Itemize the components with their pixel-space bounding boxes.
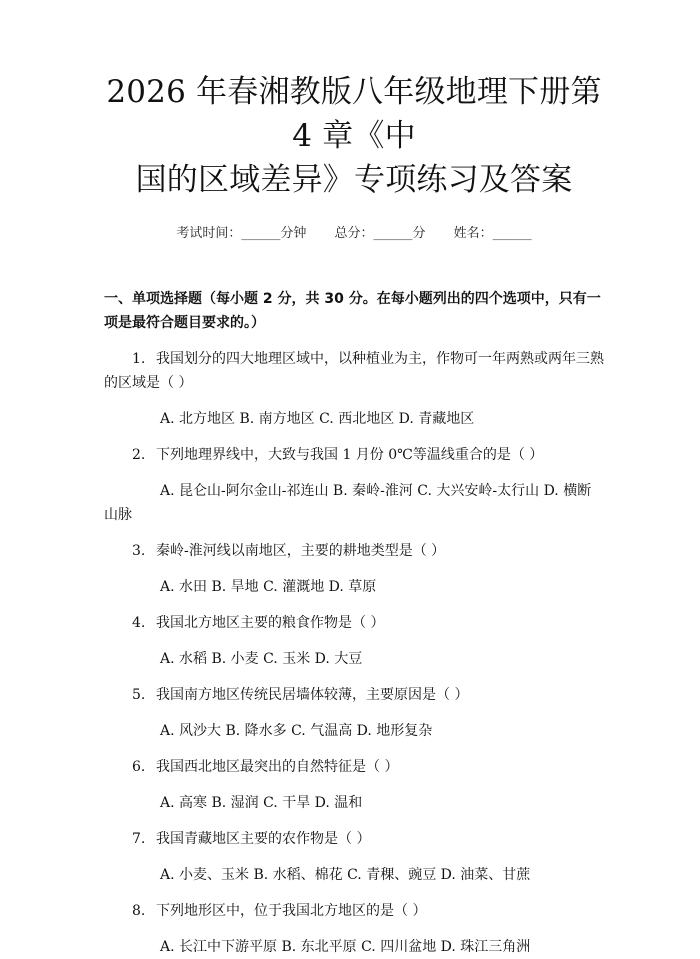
question-text: 我国西北地区最突出的自然特征是（ ） bbox=[156, 759, 399, 775]
question-4-options: A. 水稻 B. 小麦 C. 玉米 D. 大豆 bbox=[160, 651, 363, 667]
question-number: 4. bbox=[132, 615, 146, 631]
exam-meta bbox=[104, 222, 604, 241]
question-number: 6. bbox=[132, 759, 146, 775]
question-8 bbox=[104, 899, 604, 923]
question-list bbox=[104, 347, 604, 959]
question-text: 我国划分的四大地理区域中，以种植业为主，作物可一年两熟或两年三熟的区域是（ ） bbox=[104, 351, 604, 391]
question-number: 3. bbox=[132, 543, 146, 559]
title-line-2: 国的区域差异》专项练习及答案 bbox=[135, 162, 573, 198]
question-number: 5. bbox=[132, 687, 146, 703]
question-text: 我国北方地区主要的粮食作物是（ ） bbox=[156, 615, 385, 631]
question-text: 我国青藏地区主要的农作物是（ ） bbox=[156, 831, 371, 847]
question-3 bbox=[104, 539, 604, 563]
question-number: 8. bbox=[132, 903, 146, 919]
title-line-1: 2026 年春湘教版八年级地理下册第 4 章《中 bbox=[106, 74, 602, 154]
exam-score: 总分：______分 bbox=[334, 226, 426, 241]
question-8-options: A. 长江中下游平原 B. 东北平原 C. 四川盆地 D. 珠江三角洲 bbox=[160, 939, 531, 955]
exam-name: 姓名：______ bbox=[453, 226, 532, 241]
question-6-options: A. 高寒 B. 湿润 C. 干旱 D. 温和 bbox=[160, 795, 363, 811]
question-text: 下列地形区中，位于我国北方地区的是（ ） bbox=[156, 903, 427, 919]
question-5 bbox=[104, 683, 604, 707]
question-2 bbox=[104, 443, 604, 467]
question-3-options: A. 水田 B. 旱地 C. 灌溉地 D. 草原 bbox=[160, 579, 377, 595]
question-1 bbox=[104, 347, 604, 395]
question-6 bbox=[104, 755, 604, 779]
question-2-options: A. 昆仑山-阿尔金山-祁连山 B. 秦岭-淮河 C. 大兴安岭-太行山 D. 横断山脉 bbox=[104, 483, 592, 523]
section-1-title: 一、单项选择题（每小题 2 分，共 30 分。在每小题列出的四个选项中，只有一项是最符合题目要求的。） bbox=[104, 291, 601, 331]
question-1-options: A. 北方地区 B. 南方地区 C. 西北地区 D. 青藏地区 bbox=[160, 411, 475, 427]
exam-time: 考试时间：______分钟 bbox=[176, 226, 307, 241]
question-text: 下列地理界线中，大致与我国 1 月份 0℃等温线重合的是（ ） bbox=[156, 447, 544, 463]
question-text: 秦岭-淮河线以南地区，主要的耕地类型是（ ） bbox=[156, 543, 446, 559]
question-number: 1. bbox=[132, 351, 146, 367]
question-text: 我国南方地区传统民居墙体较薄，主要原因是（ ） bbox=[156, 687, 469, 703]
question-number: 2. bbox=[132, 447, 146, 463]
question-7 bbox=[104, 827, 604, 851]
question-4 bbox=[104, 611, 604, 635]
document-title bbox=[104, 70, 604, 202]
question-number: 7. bbox=[132, 831, 146, 847]
question-7-options: A. 小麦、玉米 B. 水稻、棉花 C. 青稞、豌豆 D. 油菜、甘蔗 bbox=[160, 867, 531, 883]
question-5-options: A. 风沙大 B. 降水多 C. 气温高 D. 地形复杂 bbox=[160, 723, 433, 739]
